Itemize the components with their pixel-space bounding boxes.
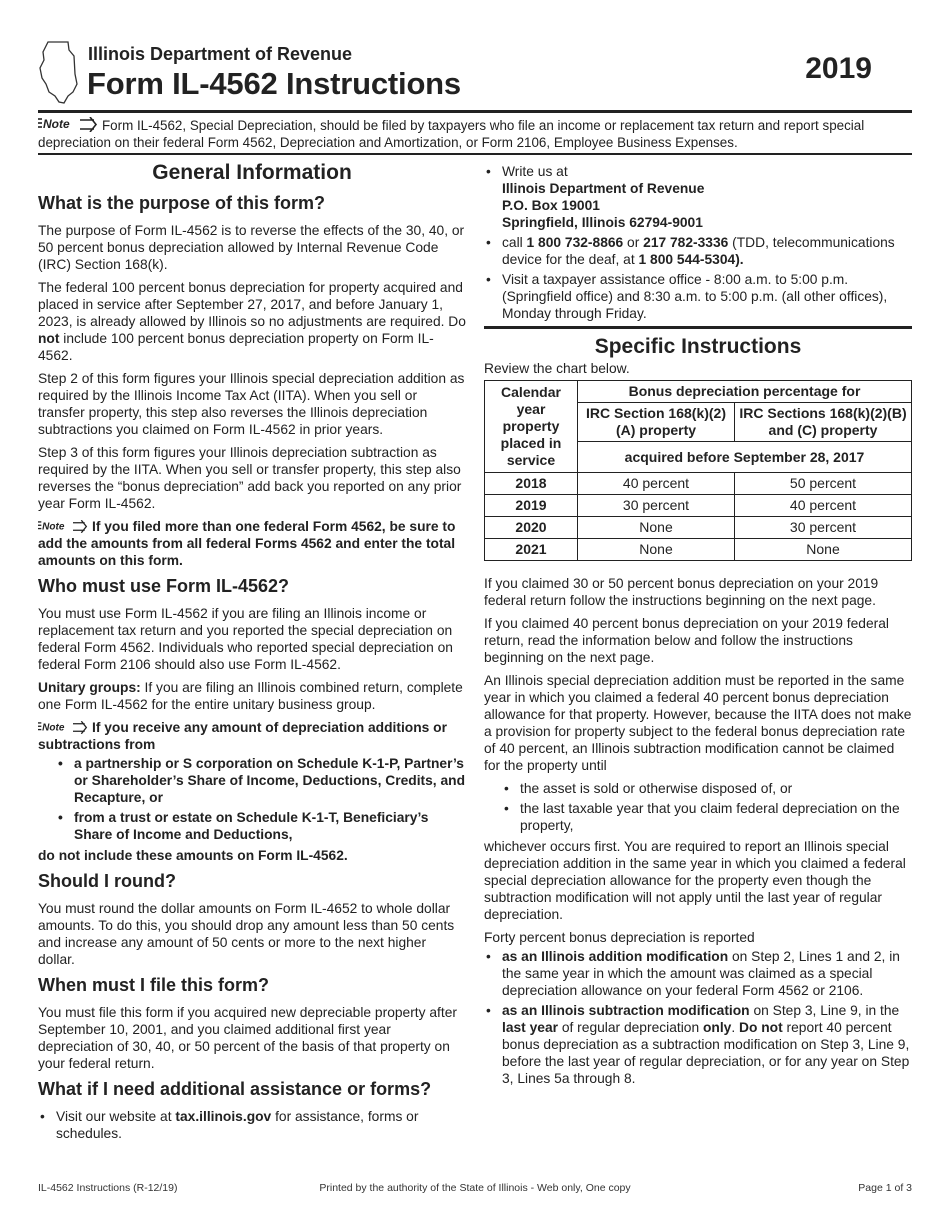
purpose-p3: Step 2 of this form figures your Illinois special depreciation addition as required by the Illinois Income Tax Act (IITA). When you sell or transfer property, this step also reverses the Illinois depreciation subtractions you claimed on Form IL-4562 in prior years.: [38, 371, 465, 437]
purpose-note: Note If you filed more than one federal Form 4562, be sure to add the amounts from all federal Forms 4562 and enter the total amounts on this form.: [38, 519, 456, 568]
who-note: Note If you receive any amount of depreciation additions or subtractions from: [38, 720, 447, 752]
list-item: • a partnership or S corporation on Schedule K-1-P, Partner’s or Shareholder’s Share of Income, Deductions, Credits, and Recapture, or: [56, 755, 466, 806]
table-row: 2021 None None: [485, 539, 912, 561]
contact-bullets: [484, 163, 912, 322]
who-heading: Who must use Form IL-4562?: [38, 576, 290, 596]
svg-text:Note: Note: [42, 722, 65, 734]
table-row: 2018 40 percent 50 percent: [485, 473, 912, 495]
note-arrow-icon: [38, 117, 98, 132]
specific-p4: whichever occurs first. You are required to report an Illinois special depreciation addition in the same year in which you claimed a federal special depreciation allowance for the property even though the subtraction modification will not apply until the last year of regular depreciation.: [484, 839, 906, 922]
specific-instructions-heading: Specific Instructions: [594, 335, 802, 358]
table-row: 2020 None 30 percent: [485, 517, 912, 539]
table-header: Calendar year property placed in service: [485, 381, 578, 473]
address-line: Illinois Department of Revenue: [502, 181, 705, 196]
list-item: • Visit a taxpayer assistance office - 8:00 a.m. to 5:00 p.m. (Springfield office) and 8:30 a.m. to 5:00 p.m. (all other offices), Monday through Friday.: [484, 271, 912, 322]
specific-divider: [484, 326, 912, 329]
department-name: Illinois Department of Revenue: [88, 44, 353, 64]
review-text: Review the chart below.: [484, 361, 630, 376]
purpose-p1: The purpose of Form IL-4562 is to reverse the effects of the 30, 40, or 50 percent bonus depreciation allowed by Internal Revenue Code (IRC) Section 168(k).: [38, 223, 465, 272]
list-item: • call 1 800 732-8866 or 217 782-3336 (TDD, telecommunications device for the deaf, at 1 800 544-5304).: [484, 234, 912, 268]
who-bullets: [38, 755, 466, 843]
list-item: • as an Illinois addition modification on Step 2, Lines 1 and 2, in the same year in which the amount was claimed as a special depreciation allowance on your federal Form 4562 or 2106.: [484, 948, 912, 999]
who-closing: do not include these amounts on Form IL-4562.: [38, 848, 348, 863]
page-header: [38, 38, 912, 110]
header-divider: [38, 110, 912, 113]
specific-p3: An Illinois special depreciation addition must be reported in the same year in which you claimed a federal 40 percent bonus depreciation allowance for that property. However, because the IITA does not make a provision for property subject to the federal bonus depreciation rate of 40 percent, an Illinois subtraction modification cannot be claimed for the property until: [484, 673, 912, 773]
reported-bullets: [484, 948, 912, 1087]
left-column: [38, 160, 466, 1146]
top-note-text: Form IL-4562, Special Depreciation, should be filed by taxpayers who file an income or replacement tax return and report special depreciation on their federal Form 4562, Depreciation and Amortization, or Form 2106, Employee Business Expenses.: [38, 118, 865, 150]
note-divider: [38, 153, 912, 155]
page-title: Form IL-4562 Instructions: [87, 66, 461, 101]
list-item: • as an Illinois subtraction modification on Step 3, Line 9, in the last year of regular depreciation only. Do not report 40 percent bonus depreciation as a subtraction modification on Step 3, Line 9, before the last year of regular depreciation, or for any year on Step 3, Lines 5a through 8.: [484, 1002, 912, 1087]
specific-p2: If you claimed 40 percent bonus depreciation on your 2019 federal return, read the information below and follow the instructions beginning on the next page.: [484, 616, 889, 665]
assist-bullets: [38, 1108, 466, 1142]
note-arrow-icon: [38, 520, 88, 533]
address-line: Springfield, Illinois 62794-9001: [502, 215, 703, 230]
table-header: IRC Section 168(k)(2)(A) property: [578, 403, 735, 442]
footer-form-id: IL-4562 Instructions (R-12/19): [38, 1182, 178, 1194]
specific-p5: Forty percent bonus depreciation is reported: [484, 930, 755, 945]
table-row: 2019 30 percent 40 percent: [485, 495, 912, 517]
when-p1: You must file this form if you acquired new depreciable property after September 10, 2001, and you claimed additional first year depreciation of 30, 40, or 50 percent of the basis of that property on your federal return.: [38, 1005, 457, 1071]
table-header: IRC Sections 168(k)(2)(B) and (C) property: [735, 403, 912, 442]
footer-page-number: Page 1 of 3: [858, 1182, 912, 1194]
top-note: [38, 117, 912, 151]
round-heading: Should I round?: [38, 871, 176, 891]
form-year: 2019: [805, 52, 872, 85]
list-item: • the last taxable year that you claim federal depreciation on the property,: [502, 800, 912, 834]
footer-authority: Printed by the authority of the State of Illinois - Web only, One copy: [319, 1182, 631, 1194]
svg-text:Note: Note: [42, 521, 65, 533]
table-header: acquired before September 28, 2017: [578, 442, 912, 473]
general-information-heading: General Information: [152, 161, 352, 184]
purpose-heading: What is the purpose of this form?: [38, 193, 325, 213]
list-item: • the asset is sold or otherwise disposed of, or: [502, 780, 912, 797]
list-item: • Visit our website at tax.illinois.gov for assistance, forms or schedules.: [38, 1108, 466, 1142]
specific-instructions: [484, 334, 912, 1091]
assist-heading: What if I need additional assistance or forms?: [38, 1079, 432, 1099]
bonus-depreciation-table: [484, 380, 912, 561]
list-item: • from a trust or estate on Schedule K-1-T, Beneficiary’s Share of Income and Deductions,: [56, 809, 466, 843]
website-link[interactable]: tax.illinois.gov: [175, 1109, 272, 1124]
specific-p1: If you claimed 30 or 50 percent bonus depreciation on your 2019 federal return follow the instructions beginning on the next page.: [484, 576, 879, 608]
until-bullets: [484, 780, 912, 834]
note-arrow-icon: [38, 721, 88, 734]
purpose-p2: The federal 100 percent bonus depreciation for property acquired and placed in service after September 27, 2017, and before January 1, 2023, is already allowed by Illinois so no adjustments are required. Do not include 100 percent bonus depreciation property on Form IL-4562.: [38, 280, 466, 363]
when-heading: When must I file this form?: [38, 975, 270, 995]
note-label: Note: [43, 117, 70, 131]
table-header: Bonus depreciation percentage for: [578, 381, 912, 403]
illinois-map-icon: [38, 40, 80, 106]
who-p1: You must use Form IL-4562 if you are filing an Illinois income or replacement tax return and you reported the special depreciation on federal Form 4562. Individuals who reported special depreciation on federal Form 2106 should also use Form IL-4562.: [38, 606, 453, 672]
right-column: [484, 163, 912, 326]
purpose-p4: Step 3 of this form figures your Illinois depreciation subtraction as required by the IITA. When you sell or transfer property, this step also reverses the “bonus depreciation” add back you reported on any prior year Form IL-4562.: [38, 445, 462, 511]
round-p1: You must round the dollar amounts on Form IL-4652 to whole dollar amounts. To do this, you should drop any amount less than 50 cents and increase any amount of 50 cents or more to the next higher dollar.: [38, 901, 455, 967]
unitary-groups: Unitary groups: If you are filing an Illinois combined return, complete one Form IL-4562 for the entire unitary business group.: [38, 680, 463, 712]
list-item: • Write us at Illinois Department of Revenue P.O. Box 19001 Springfield, Illinois 62794-9001: [484, 163, 912, 231]
address-line: P.O. Box 19001: [502, 198, 600, 213]
